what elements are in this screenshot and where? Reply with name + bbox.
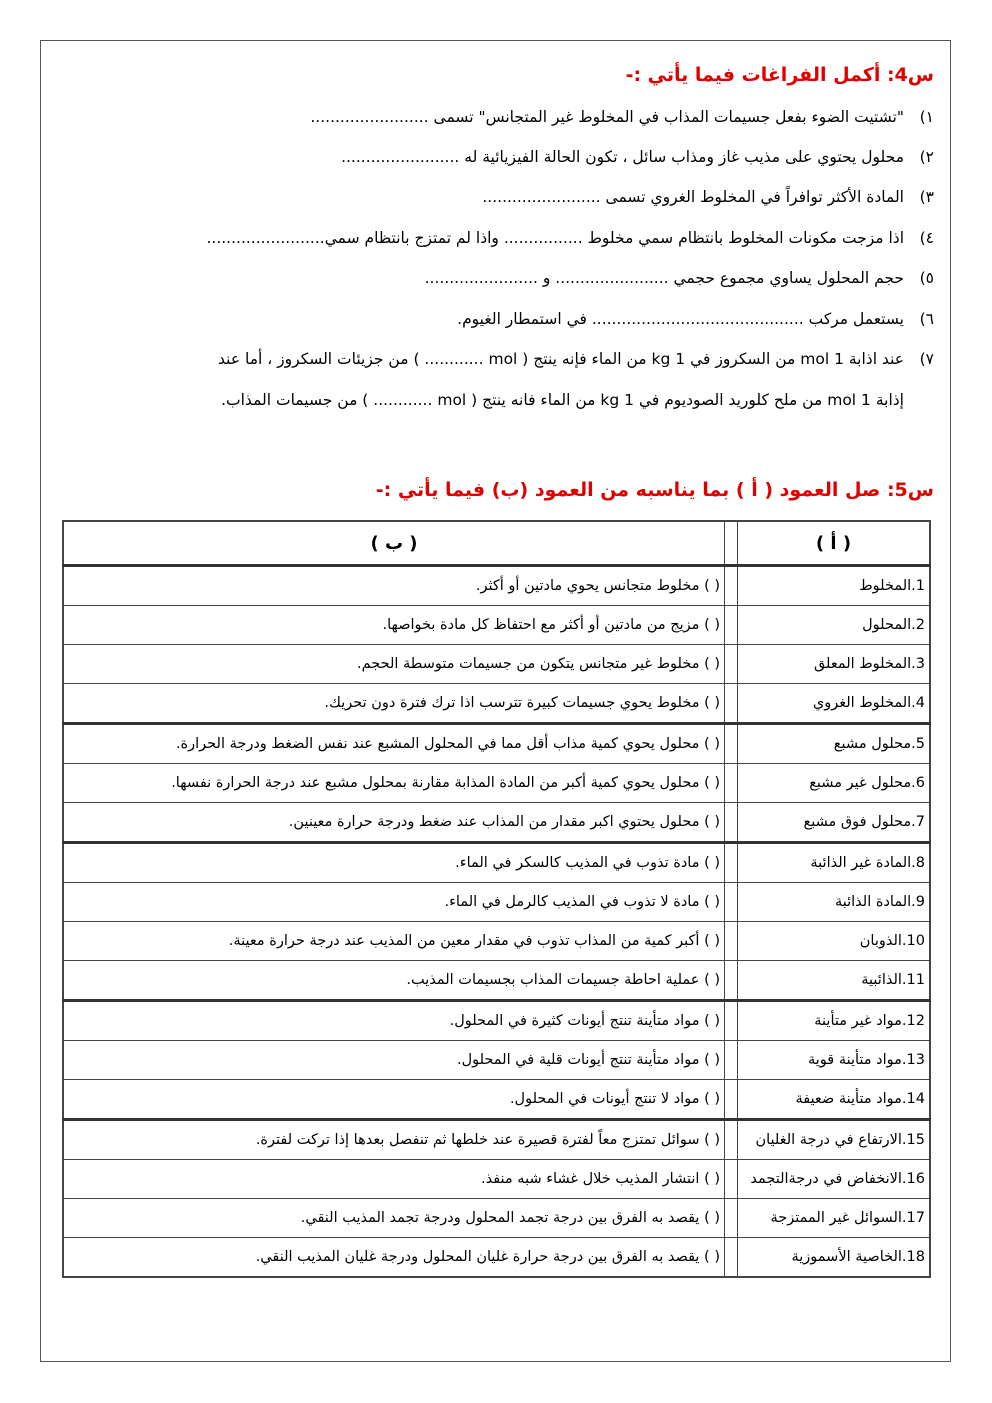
column-a-item: 11.الذائبية — [738, 961, 931, 1001]
gap-cell — [725, 843, 738, 883]
column-b-item[interactable]: ( ) يقصد به الفرق بين درجة تجمد المحلول ودرجة تجمد المذيب النقي. — [63, 1199, 725, 1238]
gap-column-header — [725, 521, 738, 566]
table-row — [63, 764, 930, 803]
fill-blank-question: حجم المحلول يساوي مجموع حجمي ....................... و ....................... — [424, 269, 904, 287]
column-b-item[interactable]: ( ) يقصد به الفرق بين درجة حرارة غليان المحلول ودرجة غليان المذيب النقي. — [63, 1238, 725, 1278]
table-row — [63, 1001, 930, 1041]
table-row — [63, 1160, 930, 1199]
question-number: ٦) — [919, 310, 934, 328]
column-a-item: 16.الانخفاض في درجةالتجمد — [738, 1160, 931, 1199]
column-b-header: ( ب ) — [63, 521, 725, 566]
column-a-item: 14.مواد متأينة ضعيفة — [738, 1080, 931, 1120]
table-row — [63, 1120, 930, 1160]
gap-cell — [725, 883, 738, 922]
column-a-item: 17.السوائل غير الممتزجة — [738, 1199, 931, 1238]
column-b-item[interactable]: ( ) مواد لا تنتج أيونات في المحلول. — [63, 1080, 725, 1120]
question-number: ١) — [919, 108, 934, 126]
column-b-item[interactable]: ( ) محلول يحتوي اكبر مقدار من المذاب عند ضغط ودرجة حرارة معينين. — [63, 803, 725, 843]
fill-blank-question: اذا مزجت مكونات المخلوط بانتظام سمي مخلوط ................ واذا لم تمتزج بانتظام سمي........................ — [206, 229, 904, 247]
gap-cell — [725, 922, 738, 961]
column-a-item: 7.محلول فوق مشبع — [738, 803, 931, 843]
fill-blank-question: إذابة 1 mol من ملح كلوريد الصوديوم في 1 kg من الماء فانه ينتج ( mol ............ ) من جسيمات المذاب. — [221, 391, 904, 409]
matching-table — [62, 520, 931, 1278]
column-a-item: 12.مواد غير متأينة — [738, 1001, 931, 1041]
column-a-item: 1.المخلوط — [738, 566, 931, 606]
question-number: ٧) — [919, 350, 934, 368]
table-header-row — [63, 521, 930, 566]
gap-cell — [725, 764, 738, 803]
column-a-item: 3.المخلوط المعلق — [738, 645, 931, 684]
table-row — [63, 961, 930, 1001]
gap-cell — [725, 566, 738, 606]
gap-cell — [725, 684, 738, 724]
fill-blank-question: محلول يحتوي على مذيب غاز ومذاب سائل ، تكون الحالة الفيزيائية له ........................ — [341, 148, 904, 166]
column-b-item[interactable]: ( ) مواد متأينة تنتج أيونات قلية في المحلول. — [63, 1041, 725, 1080]
gap-cell — [725, 1160, 738, 1199]
gap-cell — [725, 1041, 738, 1080]
column-b-item[interactable]: ( ) محلول يحوي كمية مذاب أقل مما في المحلول المشبع عند نفس الضغط ودرجة الحرارة. — [63, 724, 725, 764]
fill-blank-question: المادة الأكثر توافراً في المخلوط الغروي تسمى ........................ — [482, 188, 904, 206]
column-a-item: 5.محلول مشبع — [738, 724, 931, 764]
q4-heading: س4: أكمل الفراغات فيما يأتي :- — [625, 64, 934, 86]
column-b-item[interactable]: ( ) سوائل تمتزج معاً لفترة قصيرة عند خلطها ثم تنفصل بعدها إذا تركت لفترة. — [63, 1120, 725, 1160]
column-b-item[interactable]: ( ) مخلوط يحوي جسيمات كبيرة تترسب اذا ترك فترة دون تحريك. — [63, 684, 725, 724]
table-row — [63, 1238, 930, 1278]
table-row — [63, 645, 930, 684]
column-a-item: 6.محلول غير مشبع — [738, 764, 931, 803]
table-row — [63, 843, 930, 883]
table-row — [63, 883, 930, 922]
gap-cell — [725, 803, 738, 843]
table-row — [63, 803, 930, 843]
gap-cell — [725, 1199, 738, 1238]
column-a-item: 8.المادة غير الذائبة — [738, 843, 931, 883]
table-row — [63, 566, 930, 606]
column-b-item[interactable]: ( ) مخلوط غير متجانس يتكون من جسيمات متوسطة الحجم. — [63, 645, 725, 684]
column-b-item[interactable]: ( ) مزيج من مادتين أو أكثر مع احتفاظ كل مادة بخواصها. — [63, 606, 725, 645]
question-number: ٥) — [919, 269, 934, 287]
question-number: ٢) — [919, 148, 934, 166]
table-row — [63, 922, 930, 961]
gap-cell — [725, 645, 738, 684]
q5-heading: س5: صل العمود ( أ ) بما يناسبه من العمود (ب) فيما يأتي :- — [375, 479, 934, 501]
table-row — [63, 684, 930, 724]
gap-cell — [725, 1001, 738, 1041]
gap-cell — [725, 961, 738, 1001]
fill-blank-question: "تشتيت الضوء بفعل جسيمات المذاب في المخلوط غير المتجانس" تسمى ........................ — [310, 108, 904, 126]
column-a-item: 15.الارتفاع في درجة الغليان — [738, 1120, 931, 1160]
column-a-item: 2.المحلول — [738, 606, 931, 645]
column-b-item[interactable]: ( ) مادة تذوب في المذيب كالسكر في الماء. — [63, 843, 725, 883]
gap-cell — [725, 1120, 738, 1160]
column-b-item[interactable]: ( ) مواد متأينة تنتج أيونات كثيرة في المحلول. — [63, 1001, 725, 1041]
column-a-item: 4.المخلوط الغروي — [738, 684, 931, 724]
column-b-item[interactable]: ( ) أكبر كمية من المذاب تذوب في مقدار معين من المذيب عند درجة حرارة معينة. — [63, 922, 725, 961]
table-row — [63, 1199, 930, 1238]
gap-cell — [725, 606, 738, 645]
column-b-item[interactable]: ( ) انتشار المذيب خلال غشاء شبه منفذ. — [63, 1160, 725, 1199]
table-row — [63, 1041, 930, 1080]
column-a-item: 10.الذوبان — [738, 922, 931, 961]
gap-cell — [725, 1080, 738, 1120]
table-row — [63, 1080, 930, 1120]
column-b-item[interactable]: ( ) عملية احاطة جسيمات المذاب بجسيمات المذيب. — [63, 961, 725, 1001]
question-number: ٤) — [919, 229, 934, 247]
gap-cell — [725, 724, 738, 764]
table-row — [63, 724, 930, 764]
column-a-header: ( أ ) — [738, 521, 931, 566]
fill-blank-question: يستعمل مركب ........................................... في استمطار الغيوم. — [457, 310, 904, 328]
gap-cell — [725, 1238, 738, 1278]
column-a-item: 9.المادة الذائبة — [738, 883, 931, 922]
question-number: ٣) — [919, 188, 934, 206]
fill-blank-question: عند اذابة 1 mol من السكروز في 1 kg من الماء فإنه ينتج ( mol ............ ) من جزيئات السكروز ، أما عند — [218, 350, 904, 368]
column-b-item[interactable]: ( ) مادة لا تذوب في المذيب كالرمل في الماء. — [63, 883, 725, 922]
table-row — [63, 606, 930, 645]
column-b-item[interactable]: ( ) محلول يحوي كمية أكبر من المادة المذابة مقارنة بمحلول مشبع عند درجة الحرارة نفسها. — [63, 764, 725, 803]
column-b-item[interactable]: ( ) مخلوط متجانس يحوي مادتين أو أكثر. — [63, 566, 725, 606]
column-a-item: 13.مواد متأينة قوية — [738, 1041, 931, 1080]
column-a-item: 18.الخاصية الأسموزية — [738, 1238, 931, 1278]
